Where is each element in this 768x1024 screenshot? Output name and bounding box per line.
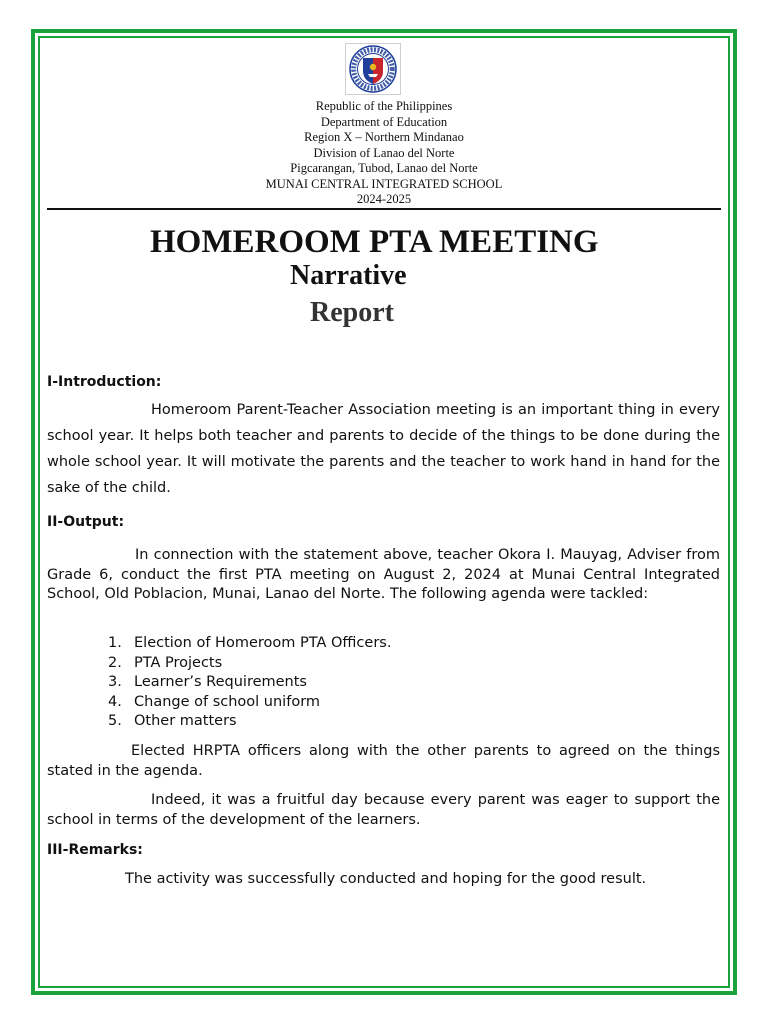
list-item: [108, 693, 391, 713]
agenda-number: 3.: [108, 674, 122, 690]
output-heading: II-Output:: [47, 514, 125, 530]
output-paragraph: In connection with the statement above, teacher Okora I. Mauyag, Adviser from Grade 6, conduct the first PTA meeting on August 2, 2024 at Munai Central Integrated School, Old Poblacion, Munai, Lanao del Norte. The following agenda were tackled:: [47, 547, 720, 602]
remarks-heading: III-Remarks:: [47, 842, 143, 858]
remarks-paragraph: The activity was successfully conducted and hoping for the good result.: [125, 871, 647, 887]
list-item: [108, 634, 391, 654]
introduction-heading: I-Introduction:: [47, 374, 162, 390]
agenda-number: 4.: [108, 693, 122, 710]
letterhead-division: Division of Lanao del Norte: [313, 145, 455, 160]
letterhead-school-name: MUNAI CENTRAL INTEGRATED SCHOOL: [265, 176, 503, 191]
agenda-number: 1.: [108, 635, 122, 651]
agenda-number: 5.: [108, 713, 122, 729]
agenda-number: 2.: [108, 654, 122, 671]
letterhead-address: Pigcarangan, Tubod, Lanao del Norte: [290, 161, 478, 175]
letterhead: [0, 99, 768, 208]
fruitful-day-paragraph: Indeed, it was a fruitful day because every parent was eager to support the school in terms of the development of the learners.: [47, 792, 720, 828]
letterhead-republic: Republic of the Philippines: [315, 99, 453, 113]
agenda-text: Other matters: [134, 713, 237, 729]
agenda-text: Election of Homeroom PTA Officers.: [134, 635, 392, 651]
officers-paragraph: Elected HRPTA officers along with the other parents to agreed on the things stated in the agenda.: [47, 743, 720, 779]
list-item: [108, 673, 391, 693]
list-item: [108, 712, 391, 732]
document-title: HOMEROOM PTA MEETING: [150, 224, 599, 260]
deped-seal-icon: [345, 43, 401, 95]
agenda-text: Change of school uniform: [134, 693, 321, 710]
letterhead-region: Region X – Northern Mindanao: [304, 130, 464, 144]
agenda-text: Learner’s Requirements: [134, 674, 307, 690]
letterhead-school-year: 2024-2025: [356, 192, 412, 206]
agenda-list: [108, 634, 391, 732]
header-divider: [47, 208, 721, 210]
document-subtitle-report: Report: [310, 297, 394, 328]
document-subtitle-narrative: Narrative: [290, 260, 407, 291]
agenda-text: PTA Projects: [134, 654, 223, 671]
list-item: [108, 654, 391, 674]
letterhead-department: Department of Education: [320, 114, 448, 129]
introduction-paragraph: Homeroom Parent-Teacher Association meeting is an important thing in every school year. It helps both teacher and parents to decide of the things to be done during the whole school year. It will motivate the parents and the teacher to work hand in hand for the sake of the child.: [47, 402, 720, 496]
